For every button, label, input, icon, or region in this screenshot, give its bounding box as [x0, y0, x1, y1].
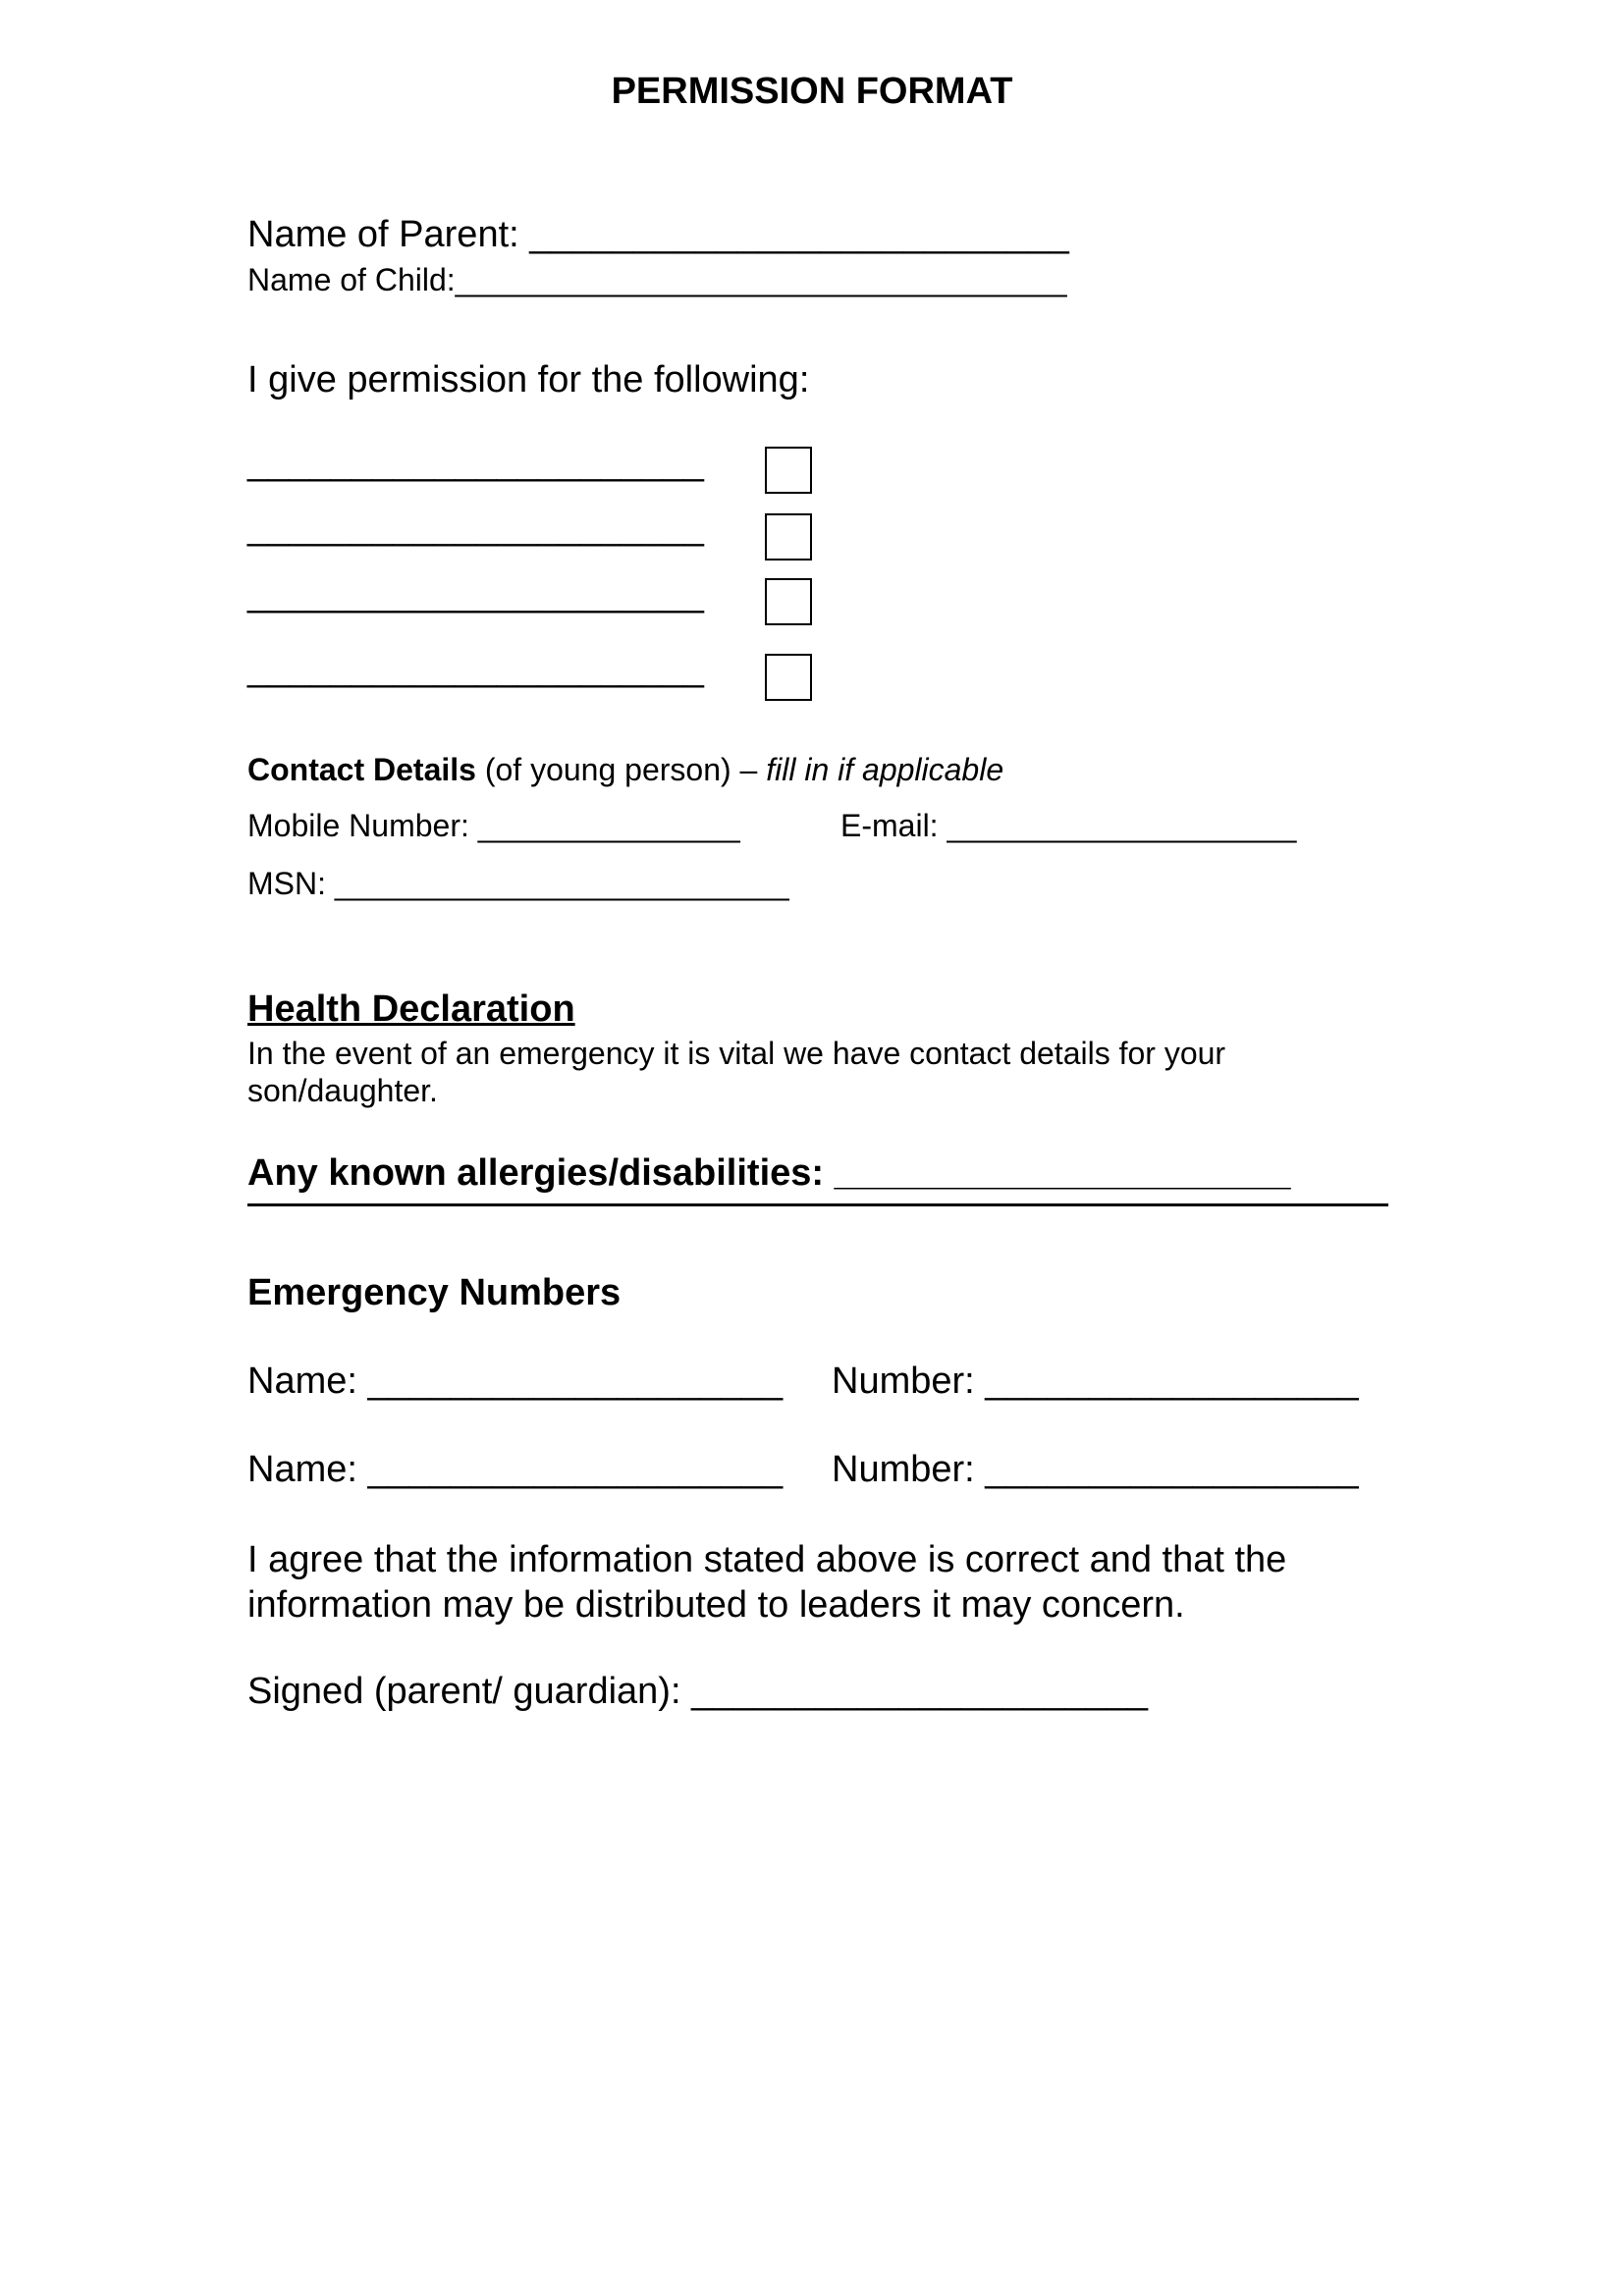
email-field[interactable]: E-mail: ____________________: [840, 808, 1297, 843]
contact-heading-bold: Contact Details: [247, 752, 476, 787]
allergies-underline: [247, 1203, 1388, 1206]
page-title: PERMISSION FORMAT: [611, 71, 1013, 112]
emergency-name-field-1[interactable]: Name: ____________________: [247, 1361, 784, 1402]
permission-checkbox-2[interactable]: [765, 513, 812, 561]
permission-item-line-1[interactable]: ______________________: [247, 442, 704, 483]
emergency-numbers-heading: Emergency Numbers: [247, 1272, 622, 1313]
permission-checkbox-1[interactable]: [765, 447, 812, 494]
contact-heading-normal: (of young person) –: [475, 752, 767, 787]
parent-name-field[interactable]: Name of Parent: __________________________: [247, 214, 1069, 255]
permission-item-line-3[interactable]: ______________________: [247, 573, 704, 614]
emergency-number-field-1[interactable]: Number: __________________: [832, 1361, 1359, 1402]
allergies-field[interactable]: Any known allergies/disabilities: ______________________: [247, 1152, 1291, 1194]
permission-checkbox-4[interactable]: [765, 654, 812, 701]
emergency-number-field-2[interactable]: Number: __________________: [832, 1449, 1359, 1490]
msn-field[interactable]: MSN: __________________________: [247, 866, 789, 901]
permission-checkbox-3[interactable]: [765, 578, 812, 625]
permission-intro: I give permission for the following:: [247, 359, 810, 400]
emergency-name-field-2[interactable]: Name: ____________________: [247, 1449, 784, 1490]
permission-item-line-2[interactable]: ______________________: [247, 507, 704, 548]
permission-item-line-4[interactable]: ______________________: [247, 648, 704, 689]
health-declaration-text: In the event of an emergency it is vital we have contact details for your son/daughter.: [247, 1036, 1226, 1108]
contact-heading-italic: fill in if applicable: [766, 752, 1004, 787]
contact-details-heading: [247, 752, 1003, 788]
signature-field[interactable]: Signed (parent/ guardian): ______________________: [247, 1671, 1149, 1712]
child-name-field[interactable]: Name of Child:___________________________________: [247, 262, 1067, 297]
health-declaration-heading: Health Declaration: [247, 988, 575, 1030]
mobile-number-field[interactable]: Mobile Number: _______________: [247, 808, 740, 843]
agreement-statement: I agree that the information stated above is correct and that the information may be distributed to leaders it may concern.: [247, 1539, 1287, 1626]
